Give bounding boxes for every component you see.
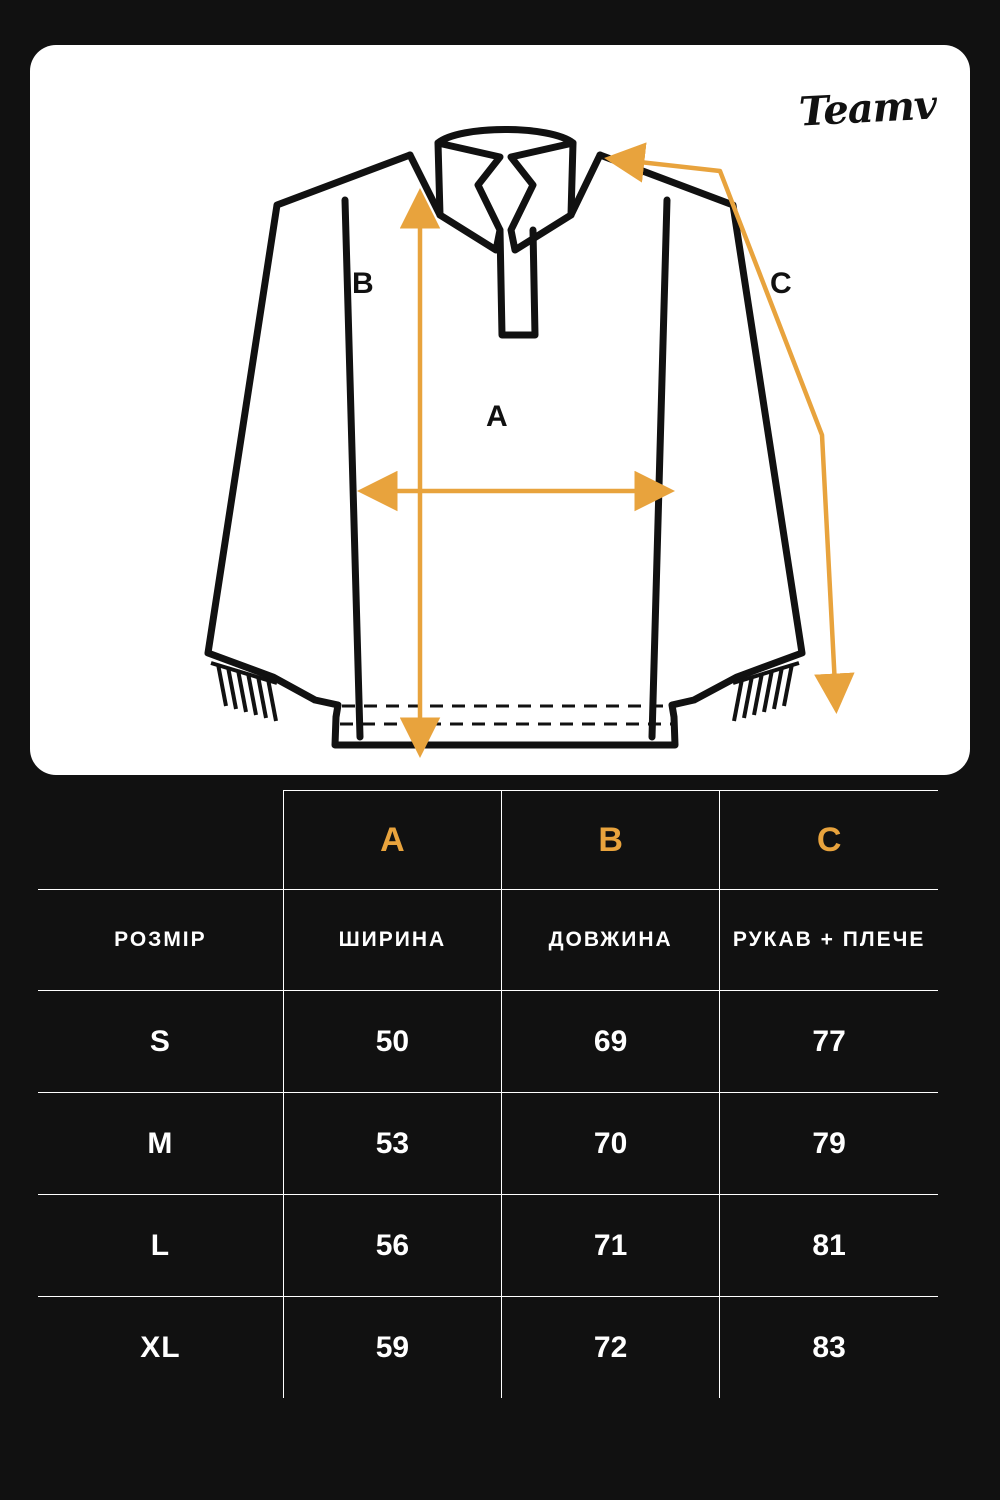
dimension-label-a: A: [486, 400, 508, 433]
table-row: [38, 1195, 938, 1297]
table-row: [38, 991, 938, 1093]
cell-size: L: [38, 1195, 283, 1297]
cell-length: 69: [502, 991, 720, 1093]
letter-cell-b: B: [502, 791, 720, 890]
cell-length: 72: [502, 1297, 720, 1399]
cell-size: M: [38, 1093, 283, 1195]
header-length: ДОВЖИНА: [502, 890, 720, 991]
cell-sleeve-shoulder: 77: [720, 991, 938, 1093]
header-sleeve-shoulder: РУКАВ + ПЛЕЧЕ: [720, 890, 938, 991]
table-header-row: [38, 890, 938, 991]
cell-sleeve-shoulder: 79: [720, 1093, 938, 1195]
table-row: [38, 1093, 938, 1195]
dimension-label-c: C: [770, 267, 792, 300]
header-size: РОЗМІР: [38, 890, 283, 991]
cell-width: 56: [283, 1195, 501, 1297]
letter-cell-a: A: [283, 791, 501, 890]
brand-logo-text: Teamv: [797, 81, 938, 136]
cell-width: 50: [283, 991, 501, 1093]
letter-cell-c: C: [720, 791, 938, 890]
size-table: [38, 790, 938, 1398]
dimension-label-b: B: [352, 267, 374, 300]
cell-length: 71: [502, 1195, 720, 1297]
table-row: [38, 1297, 938, 1399]
cell-sleeve-shoulder: 83: [720, 1297, 938, 1399]
letter-cell-blank: [38, 791, 283, 890]
cell-sleeve-shoulder: 81: [720, 1195, 938, 1297]
cell-width: 59: [283, 1297, 501, 1399]
cell-width: 53: [283, 1093, 501, 1195]
table-letter-row: [38, 791, 938, 890]
cell-size: S: [38, 991, 283, 1093]
size-table-zone: [0, 790, 1000, 1400]
header-width: ШИРИНА: [283, 890, 501, 991]
illustration-card: [30, 45, 970, 775]
cell-size: XL: [38, 1297, 283, 1399]
cell-length: 70: [502, 1093, 720, 1195]
